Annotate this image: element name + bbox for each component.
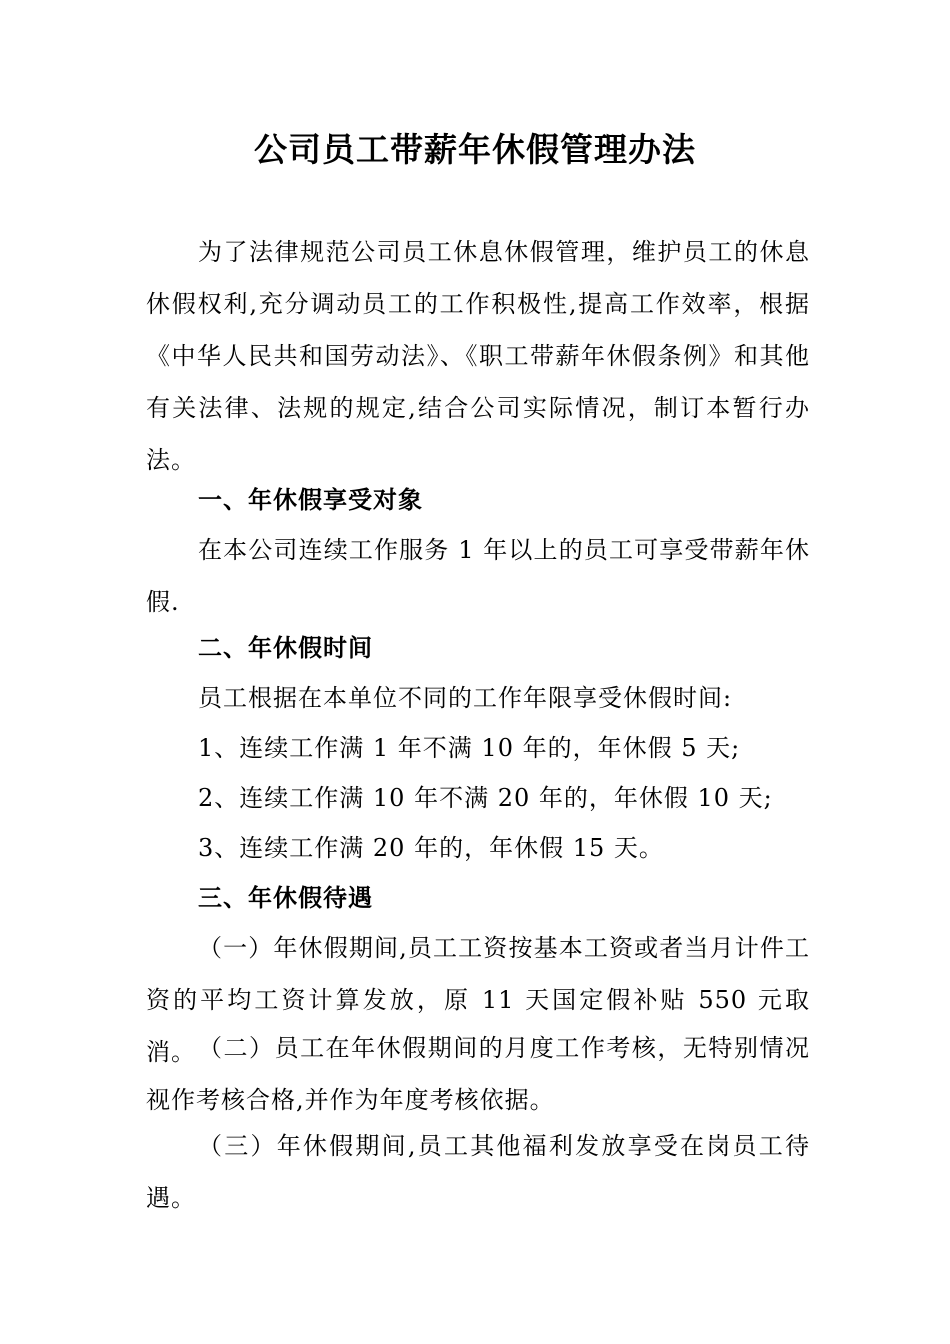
section-3-paragraph-3: （三）年休假期间,员工其他福利发放享受在岗员工待遇。	[146, 1132, 810, 1212]
section-2-heading: 二、年休假时间	[198, 634, 373, 662]
section-1-paragraph: 在本公司连续工作服务 1 年以上的员工可享受带薪年休假.	[146, 536, 810, 616]
section-3-paragraph-1: （一）年休假期间,员工工资按基本工资或者当月计件工资的平均工资计算发放，原 11 天国定假补贴 550 元取消。	[146, 934, 810, 1066]
list-item: 2、连续工作满 10 年不满 20 年的，年休假 10 天;	[198, 784, 773, 812]
section-2-lead: 员工根据在本单位不同的工作年限享受休假时间:	[198, 684, 733, 712]
list-item: 3、连续工作满 20 年的，年休假 15 天。	[198, 834, 664, 862]
list-item: 1、连续工作满 1 年不满 10 年的，年休假 5 天;	[198, 734, 741, 762]
section-1-heading: 一、年休假享受对象	[198, 486, 423, 514]
section-3-paragraph-2: （二）员工在年休假期间的月度工作考核，无特别情况视作考核合格,并作为年度考核依据。	[146, 1034, 810, 1114]
intro-paragraph: 为了法律规范公司员工休息休假管理，维护员工的休息休假权利,充分调动员工的工作积极性,提高工作效率，根据《中华人民共和国劳动法》、《职工带薪年休假条例》和其他有关法律、法规的规定,结合公司实际情况，制订本暂行办法。	[146, 238, 810, 474]
section-3-heading: 三、年休假待遇	[198, 884, 373, 912]
page-title: 公司员工带薪年休假管理办法	[254, 130, 696, 169]
